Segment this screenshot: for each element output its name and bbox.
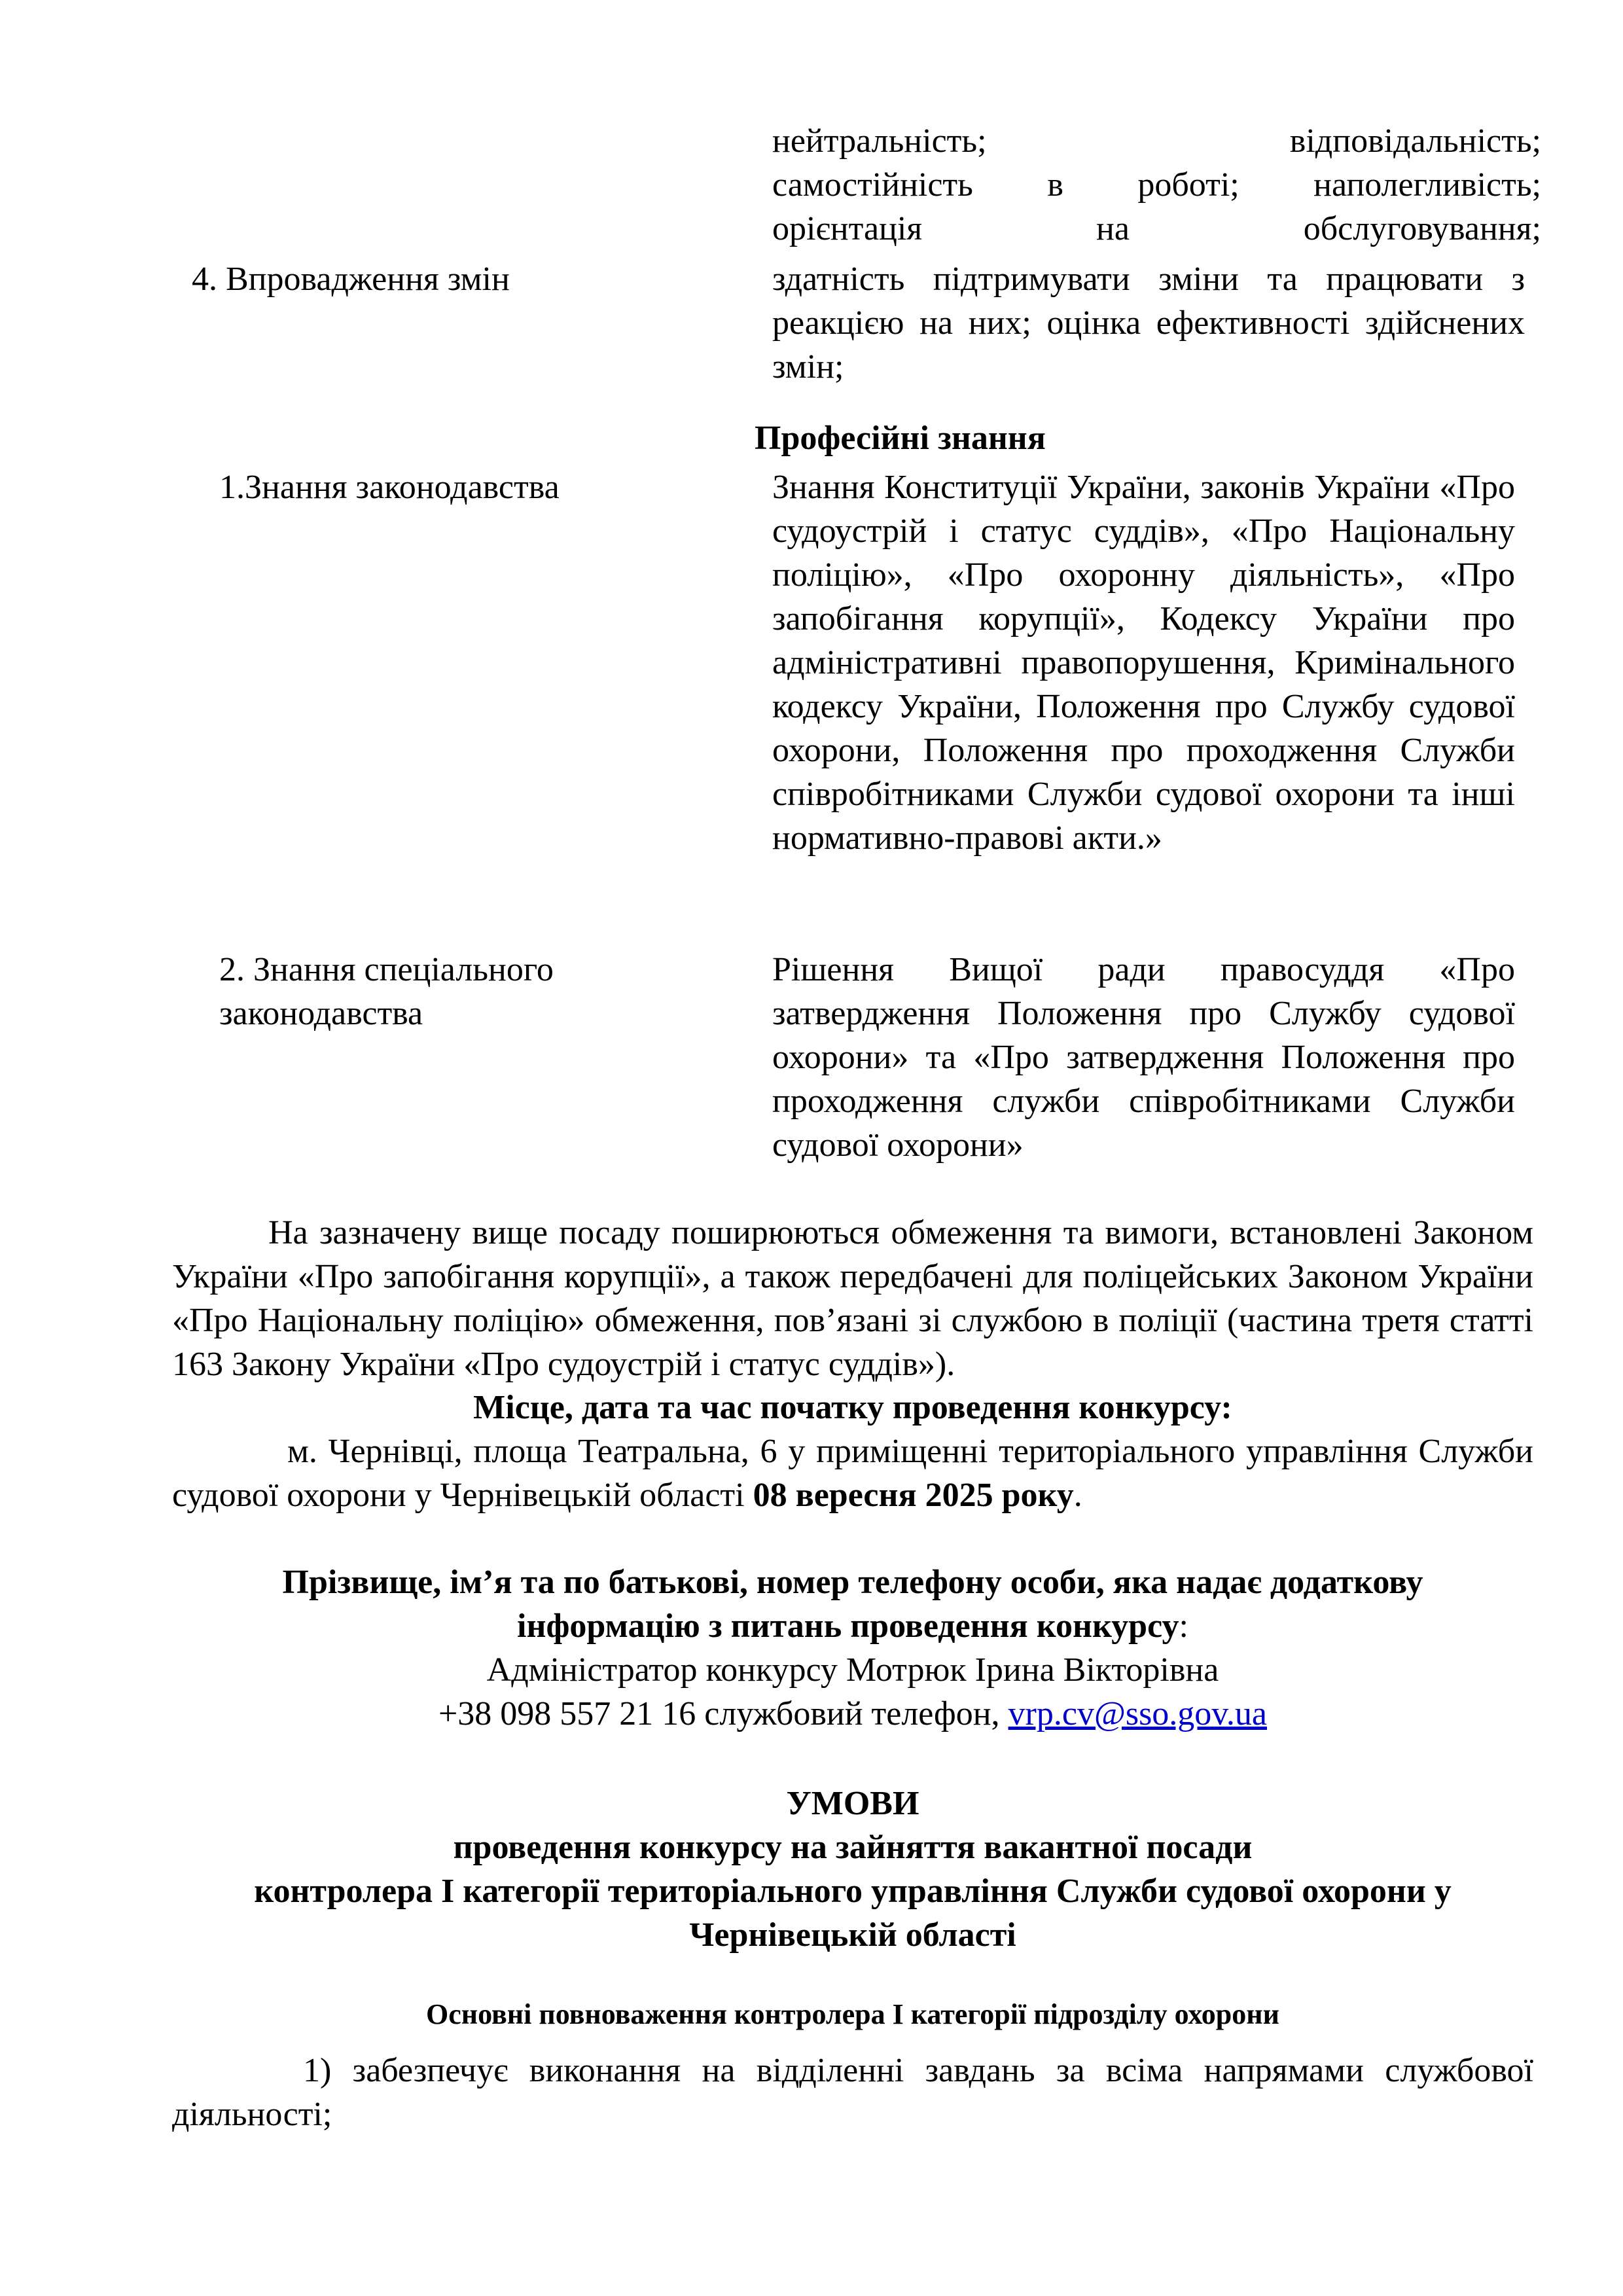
venue-paragraph	[172, 1429, 1533, 1517]
knowledge-label-special-line2: законодавства	[219, 995, 423, 1032]
duties-heading: Основні повноваження контролера І категорії підрозділу охорони	[426, 1998, 1279, 2030]
knowledge-text-legislation: Знання Конституції України, законів України «Про судоустрій і статус суддів», «Про Національну поліцію», «Про охоронну діяльність», «Про запобігання корупції», Кодексу України про адміністративні правопорушення, Кримінального кодексу України, Положення про Службу судової охорони, Положення про проходження Служби співробітниками Служби судової охорони та інші нормативно-правові акти.»	[772, 469, 1515, 857]
competency-text-line: самостійність в роботі; наполегливість;	[772, 166, 1541, 204]
contact-heading-line1: Прізвище, ім’я та по батькові, номер телефону особи, яка надає додаткову	[282, 1564, 1423, 1601]
contact-heading-line2	[172, 1604, 1533, 1648]
contact-heading-text: інформацію з питань проведення конкурсу	[517, 1607, 1179, 1645]
contact-email-link[interactable]: vrp.cv@sso.gov.ua	[1008, 1695, 1268, 1732]
contact-admin: Адміністратор конкурсу Мотрюк Ірина Вікторівна	[486, 1651, 1219, 1689]
knowledge-text-special: Рішення Вищої ради правосуддя «Про затвердження Положення про Службу судової охорони» та «Про затвердження Положення про проходження служби співробітниками Служби судової охорони»	[772, 951, 1515, 1164]
duty-item-1: 1) забезпечує виконання на відділенні завдань за всіма напрямами службової діяльності;	[172, 2052, 1533, 2133]
prof-knowledge-heading: Професійні знання	[755, 420, 1046, 457]
knowledge-label-special-line1: 2. Знання спеціального	[219, 951, 554, 988]
conditions-subtitle-line1: проведення конкурсу на зайняття вакантної посади	[453, 1829, 1253, 1866]
conditions-subtitle-line3: Чернівецькій області	[689, 1916, 1016, 1954]
contact-heading-colon: :	[1179, 1607, 1188, 1645]
knowledge-label-legislation: 1.Знання законодавства	[219, 469, 560, 506]
competition-date: 08 вересня 2025 року	[753, 1477, 1074, 1514]
contact-phone-line	[172, 1692, 1533, 1736]
competency-text-line: нейтральність; відповідальність;	[772, 122, 1541, 160]
competency-text-line: орієнтація на обслуговування;	[772, 210, 1541, 247]
conditions-title: УМОВИ	[786, 1785, 919, 1822]
contact-phone: +38 098 557 21 16 службовий телефон,	[438, 1695, 1008, 1732]
competency-text-change: здатність підтримувати зміни та працювати з реакцією на них; оцінка ефективності здійснених змін;	[772, 260, 1525, 386]
venue-text: м. Чернівці, площа Театральна, 6 у приміщенні територіального управління Служби судової охорони у Чернівецькій області	[172, 1433, 1533, 1514]
restrictions-paragraph: На зазначену вище посаду поширюються обмеження та вимоги, встановлені Законом України «Про запобігання корупції», а також передбачені для поліцейських Законом України «Про Національну поліцію» обмеження, пов’язані зі службою в поліції (частина третя статті 163 Закону України «Про судоустрій і статус суддів»).	[172, 1214, 1533, 1383]
conditions-subtitle-line2: контролера І категорії територіального управління Служби судової охорони у	[254, 1873, 1452, 1910]
venue-heading: Місце, дата та час початку проведення конкурсу:	[473, 1389, 1232, 1426]
competency-label-change: 4. Впровадження змін	[192, 260, 510, 298]
venue-end: .	[1073, 1477, 1082, 1514]
